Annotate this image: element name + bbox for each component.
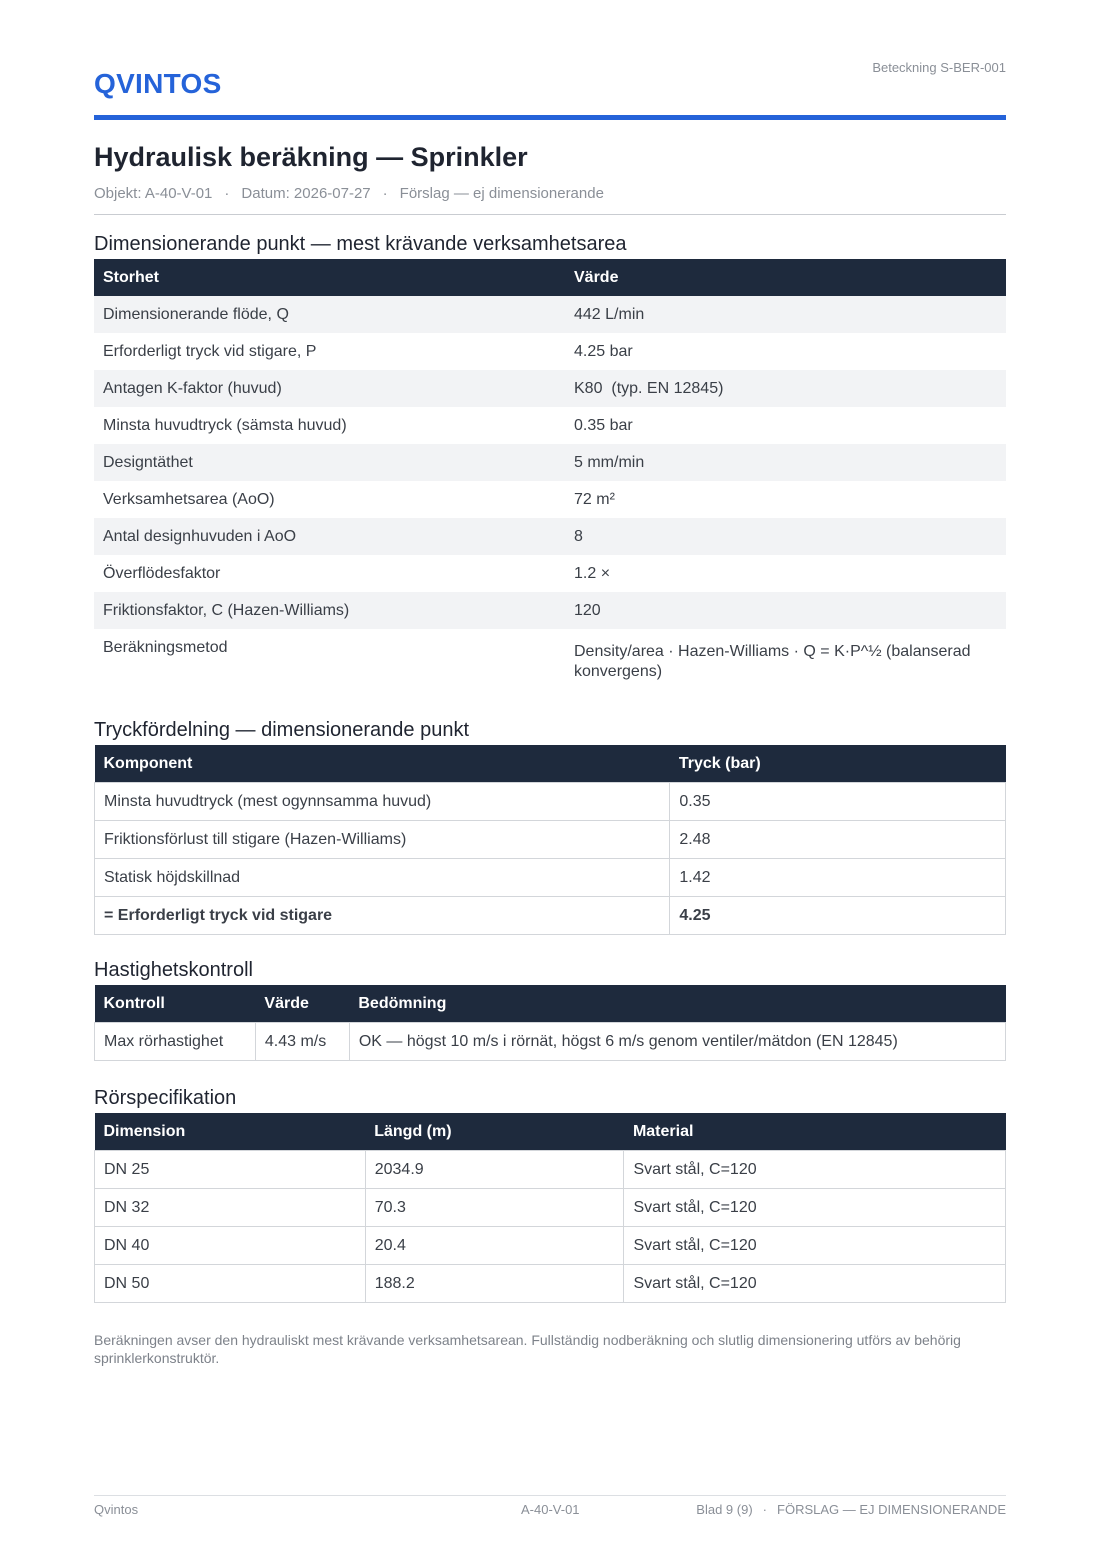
value-cell: 72 m² — [574, 490, 615, 508]
table-row — [94, 333, 1006, 370]
footnote: Beräkningen avser den hydrauliskt mest krävande verksamhetsarean. Fullständig nodberäkning och slutlig dimensionering utförs av behörig sprinklerkonstruktör. — [94, 1332, 961, 1366]
footer-divider — [94, 1495, 1006, 1496]
meta-separator: · — [224, 185, 230, 202]
section-heading: Rörspecifikation — [94, 1087, 237, 1109]
page-title: Hydraulisk beräkning — Sprinkler — [94, 142, 528, 172]
pressure-cell: 0.35 — [670, 783, 1006, 821]
pipe-spec-table — [94, 1113, 1006, 1303]
length-cell: 2034.9 — [365, 1151, 624, 1189]
table-row — [94, 407, 1006, 444]
material-cell: Svart stål, C=120 — [624, 1189, 1006, 1227]
column-header: Dimension — [95, 1113, 366, 1151]
table-row — [94, 518, 1006, 555]
footer-page-number: Blad 9 (9) — [696, 1502, 753, 1517]
value-cell: 0.35 bar — [574, 416, 633, 434]
pressure-cell: 2.48 — [670, 821, 1006, 859]
value-cell: 5 mm/min — [565, 444, 1006, 481]
dimension-cell: DN 40 — [95, 1227, 366, 1265]
meta-object: Objekt: A-40-V-01 — [94, 185, 213, 202]
table-row — [95, 1151, 1006, 1189]
quantity-cell: Designtäthet — [94, 444, 565, 481]
footer-separator: · — [762, 1502, 768, 1517]
quantity-cell: Antagen K-faktor (huvud) — [94, 370, 565, 407]
value-cell: K80 (typ. EN 12845) — [565, 370, 1006, 407]
table-row — [94, 592, 1006, 629]
column-header: Material — [624, 1113, 1006, 1151]
footer-status: FÖRSLAG — EJ DIMENSIONERANDE — [777, 1502, 1006, 1517]
design-point-section — [94, 229, 1006, 690]
meta-separator: · — [382, 185, 388, 202]
table-row — [95, 1265, 1006, 1303]
component-cell: Friktionsförlust till stigare (Hazen-Williams) — [95, 821, 670, 859]
quantity-cell: Beräkningsmetod — [103, 639, 228, 656]
section-heading: Tryckfördelning — dimensionerande punkt — [94, 719, 470, 741]
pressure-cell: 4.25 — [670, 897, 1006, 935]
column-header: Värde — [565, 259, 1006, 296]
header-divider — [94, 115, 1006, 120]
quantity-cell: Minsta huvudtryck (sämsta huvud) — [103, 416, 347, 434]
table-row — [95, 1189, 1006, 1227]
table-header-row — [95, 985, 1006, 1023]
value-cell: 120 — [565, 592, 1006, 629]
table-row — [94, 481, 1006, 518]
length-cell: 70.3 — [365, 1189, 624, 1227]
section-heading: Dimensionerande punkt — mest krävande verksamhetsarea — [94, 233, 627, 255]
table-row — [94, 444, 1006, 481]
table-row — [95, 1227, 1006, 1265]
brand-logo-text: QVINTOS — [94, 68, 222, 99]
document-page — [94, 0, 1006, 1556]
column-header: Kontroll — [95, 985, 256, 1023]
column-header: Storhet — [94, 259, 565, 296]
pipe-spec-section — [94, 1083, 1006, 1303]
component-cell: = Erforderligt tryck vid stigare — [95, 897, 670, 935]
value-cell: 4.43 m/s — [255, 1023, 349, 1061]
section-heading: Hastighetskontroll — [94, 959, 253, 981]
meta-date: Datum: 2026-07-27 — [241, 185, 371, 202]
table-row — [94, 555, 1006, 592]
material-cell: Svart stål, C=120 — [624, 1227, 1006, 1265]
table-row — [94, 296, 1006, 333]
material-cell: Svart stål, C=120 — [624, 1151, 1006, 1189]
meta-status: Förslag — ej dimensionerande — [399, 185, 604, 202]
pressure-table — [94, 745, 1006, 935]
length-cell: 188.2 — [365, 1265, 624, 1303]
quantity-cell: Verksamhetsarea (AoO) — [103, 490, 275, 508]
component-cell: Statisk höjdskillnad — [95, 859, 670, 897]
document-header — [94, 58, 1006, 120]
title-divider — [94, 214, 1006, 215]
table-header-row — [95, 745, 1006, 783]
pressure-section — [94, 715, 1006, 935]
quantity-cell: Överflödesfaktor — [103, 564, 221, 582]
velocity-table — [94, 985, 1006, 1061]
pressure-cell: 1.42 — [670, 859, 1006, 897]
dimension-cell: DN 50 — [95, 1265, 366, 1303]
value-cell: 442 L/min — [565, 296, 1006, 333]
column-header: Bedömning — [349, 985, 1005, 1023]
quantity-cell: Friktionsfaktor, C (Hazen-Williams) — [94, 592, 565, 629]
component-cell: Minsta huvudtryck (mest ogynnsamma huvud) — [95, 783, 670, 821]
velocity-section — [94, 955, 1006, 1061]
value-cell: 1.2 × — [574, 564, 611, 582]
value-cell: 8 — [565, 518, 1006, 555]
table-header-row — [94, 259, 1006, 296]
column-header: Värde — [255, 985, 349, 1023]
check-cell: Max rörhastighet — [95, 1023, 256, 1061]
total-row — [95, 897, 1006, 935]
table-row — [95, 821, 1006, 859]
material-cell: Svart stål, C=120 — [624, 1265, 1006, 1303]
footer-object: A-40-V-01 — [521, 1502, 580, 1517]
document-number: Beteckning S-BER-001 — [872, 60, 1006, 75]
value-cell: 4.25 bar — [574, 342, 633, 360]
table-row — [94, 629, 1006, 690]
footer-right — [696, 1502, 1006, 1517]
document-meta — [94, 185, 604, 202]
length-cell: 20.4 — [365, 1227, 624, 1265]
column-header: Komponent — [95, 745, 670, 783]
table-row — [95, 783, 1006, 821]
value-cell: Density/area · Hazen-Williams · Q = K·P^½ (balanserad konvergens) — [574, 643, 971, 680]
dimension-cell: DN 25 — [95, 1151, 366, 1189]
table-row — [95, 1023, 1006, 1061]
column-header: Längd (m) — [365, 1113, 624, 1151]
table-row — [94, 370, 1006, 407]
dimension-cell: DN 32 — [95, 1189, 366, 1227]
table-row — [95, 859, 1006, 897]
assessment-cell: OK — högst 10 m/s i rörnät, högst 6 m/s genom ventiler/mätdon (EN 12845) — [349, 1023, 1005, 1061]
design-point-table — [94, 259, 1006, 690]
column-header: Tryck (bar) — [670, 745, 1006, 783]
footer-company: Qvintos — [94, 1502, 139, 1517]
table-header-row — [95, 1113, 1006, 1151]
quantity-cell: Erforderligt tryck vid stigare, P — [103, 342, 317, 360]
quantity-cell: Dimensionerande flöde, Q — [94, 296, 565, 333]
quantity-cell: Antal designhuvuden i AoO — [94, 518, 565, 555]
